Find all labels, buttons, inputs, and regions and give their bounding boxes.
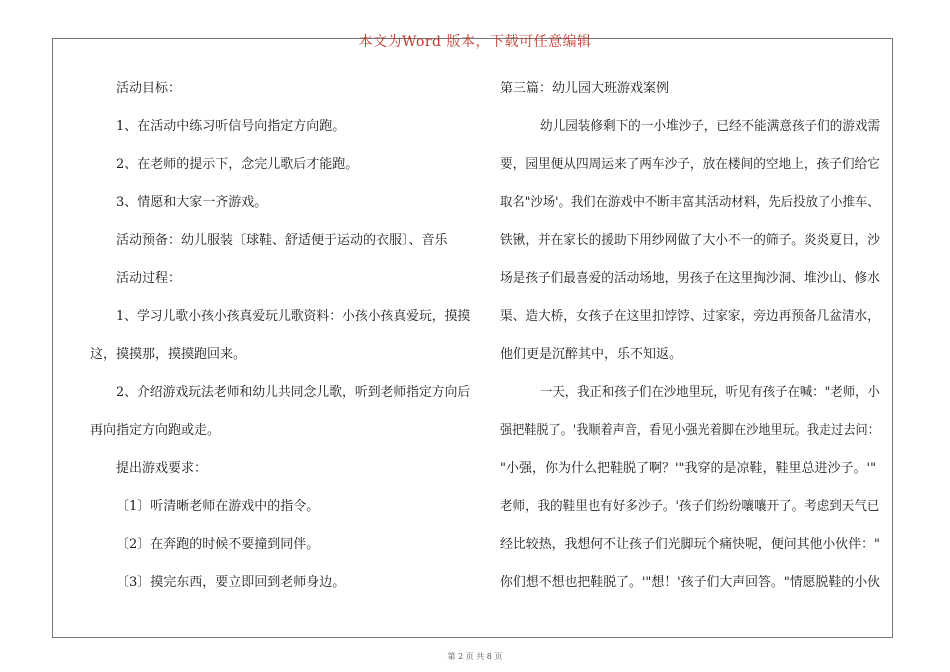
text-line: 渠、造大桥，女孩子在这里扣饽饽、过家家，旁边再预备几盆清水， (500, 309, 880, 324)
text-line: 〔1〕听清晰老师在游戏中的指令。 (116, 499, 320, 514)
page-number: 第 2 页 共 8 页 (447, 652, 503, 661)
text-line: 老师，我的鞋里也有好多沙子。'孩子们纷纷嚷嚷开了。考虑到天气已 (500, 499, 880, 514)
text-line: 要，园里便从四周运来了两车沙子，放在楼间的空地上，孩子们给它 (500, 157, 880, 172)
section-heading: 第三篇：幼儿园大班游戏案例 (500, 81, 670, 96)
text-line: 2、在老师的提示下，念完儿歌后才能跑。 (116, 157, 359, 172)
text-line: 活动目标： (116, 81, 182, 96)
text-line: 3、情愿和大家一齐游戏。 (116, 195, 268, 210)
text-line: 取名"沙场'。我们在游戏中不断丰富其活动材料，先后投放了小推车、 (500, 195, 880, 210)
word-version-banner: 本文为Word 版本，下载可任意编辑 (358, 34, 592, 50)
text-line: 活动预备：幼儿服装〔球鞋、舒适便于运动的衣服〕、音乐 (116, 233, 448, 248)
text-line: 强把鞋脱了。'我顺着声音，看见小强光着脚在沙地里玩。我走过去问： (500, 423, 880, 438)
text-line: 1、学习儿歌小孩小孩真爱玩儿歌资料：小孩小孩真爱玩，摸摸 (116, 309, 471, 324)
text-line: 这，摸摸那，摸摸跑回来。 (90, 347, 247, 362)
text-line: 再向指定方向跑或走。 (90, 423, 221, 438)
text-line: 他们更是沉醉其中，乐不知返。 (500, 347, 683, 362)
text-line: 幼儿园装修剩下的一小堆沙子，已经不能满意孩子们的游戏需 (540, 119, 881, 134)
text-line: 场是孩子们最喜爱的活动场地，男孩子在这里掏沙洞、堆沙山、修水 (500, 271, 880, 286)
text-line: 铁锹，并在家长的援助下用纱网做了大小不一的筛子。炎炎夏日，沙 (500, 233, 880, 248)
text-line: 你们想不想也把鞋脱了。'"想！'孩子们大声回答。"情愿脱鞋的小伙 (500, 575, 881, 590)
text-line: 2、介绍游戏玩法老师和幼儿共同念儿歌，听到老师指定方向后 (116, 385, 471, 400)
text-line: "小强，你为什么把鞋脱了啊？'"我穿的是凉鞋，鞋里总进沙子。'" (500, 461, 877, 476)
text-line: 〔3〕摸完东西，要立即回到老师身边。 (116, 575, 346, 590)
text-line: 经比较热，我想何不让孩子们光脚玩个痛快呢，便问其他小伙伴：" (500, 537, 880, 552)
text-line: 提出游戏要求： (116, 461, 208, 476)
text-line: 活动过程： (116, 271, 182, 286)
text-line: 1、在活动中练习听信号向指定方向跑。 (116, 119, 346, 134)
text-line: 一天，我正和孩子们在沙地里玩，听见有孩子在喊："老师，小 (540, 385, 880, 400)
text-line: 〔2〕在奔跑的时候不要撞到同伴。 (116, 537, 320, 552)
